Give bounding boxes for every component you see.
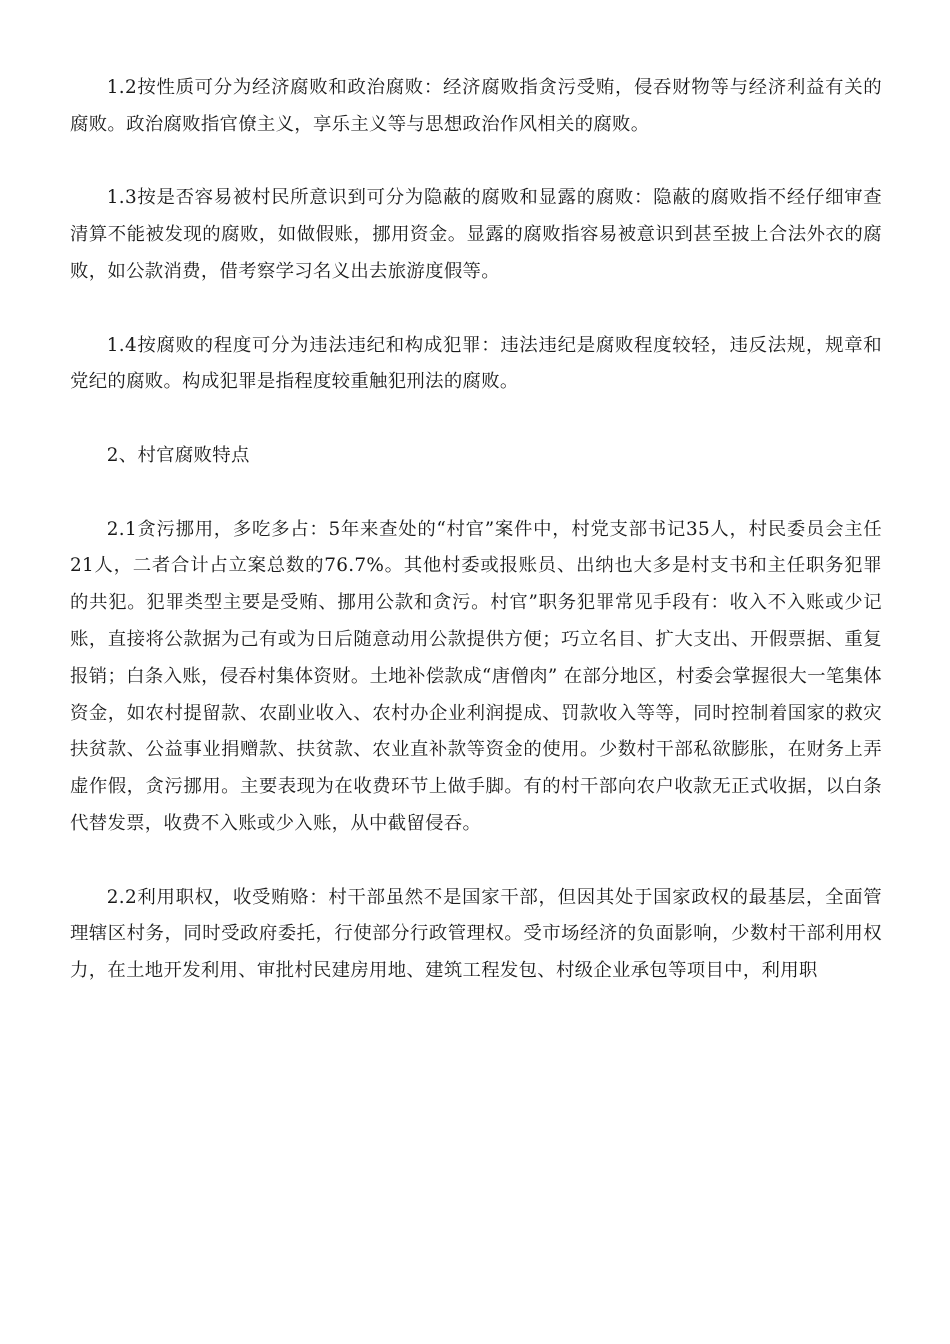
paragraph-2-1-embezzlement: 2.1贪污挪用，多吃多占：5年来查处的“村官”案件中，村党支部书记35人，村民委员会主任21人，二者合计占立案总数的76.7%。其他村委或报账员、出纳也大多是村支书和主任职务犯罪的共犯。犯罪类型主要是受贿、挪用公款和贪污。村官”职务犯罪常见手段有：收入不入账或少记账，直接将公款据为己有或为日后随意动用公款提供方便；巧立名目、扩大支出、开假票据、重复报销；白条入账，侵吞村集体资财。土地补偿款成“唐僧肉” 在部分地区，村委会掌握很大一笔集体资金，如农村提留款、农副业收入、农村办企业利润提成、罚款收入等等，同时控制着国家的救灾扶贫款、公益事业捐赠款、扶贫款、农业直补款等资金的使用。少数村干部私欲膨胀，在财务上弄虚作假，贪污挪用。主要表现为在收费环节上做手脚。有的村干部向农户收款无正式收据，以白条代替发票，收费不入账或少入账，从中截留侵吞。 bbox=[70, 518, 882, 834]
section-heading-2-characteristics: 2、村官腐败特点 bbox=[106, 444, 250, 466]
document-page bbox=[70, 70, 882, 990]
paragraph-1-4-corruption-by-degree: 1.4按腐败的程度可分为违法违纪和构成犯罪：违法违纪是腐败程度较轻，违反法规，规章和党纪的腐败。构成犯罪是指程度较重触犯刑法的腐败。 bbox=[70, 334, 882, 393]
paragraph-1-3-hidden-vs-visible-corruption: 1.3按是否容易被村民所意识到可分为隐蔽的腐败和显露的腐败：隐蔽的腐败指不经仔细审查清算不能被发现的腐败，如做假账，挪用资金。显露的腐败指容易被意识到甚至披上合法外衣的腐败，如公款消费，借考察学习名义出去旅游度假等。 bbox=[70, 187, 882, 282]
paragraph-2-2-bribery: 2.2利用职权，收受贿赂：村干部虽然不是国家干部，但因其处于国家政权的最基层，全面管理辖区村务，同时受政府委托，行使部分行政管理权。受市场经济的负面影响，少数村干部利用权力，在土地开发利用、审批村民建房用地、建筑工程发包、村级企业承包等项目中，利用职 bbox=[70, 886, 882, 982]
paragraph-1-2-corruption-by-nature: 1.2按性质可分为经济腐败和政治腐败：经济腐败指贪污受贿，侵吞财物等与经济利益有关的腐败。政治腐败指官僚主义，享乐主义等与思想政治作风相关的腐败。 bbox=[70, 77, 882, 135]
